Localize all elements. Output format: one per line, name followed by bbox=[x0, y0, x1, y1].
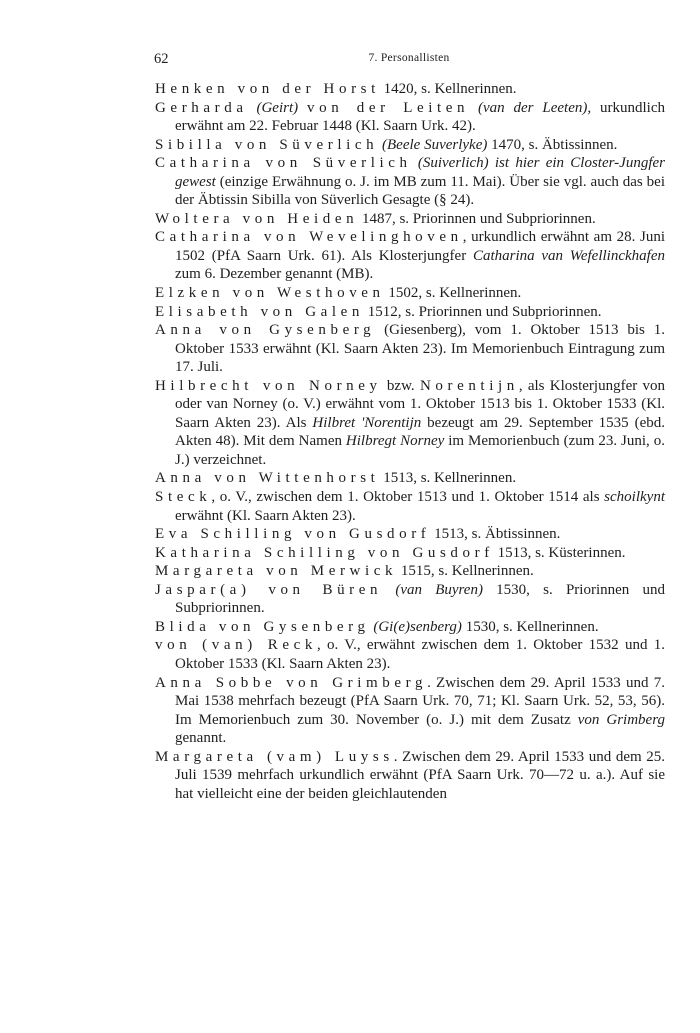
person-name: Anna von Wittenhorst bbox=[155, 470, 380, 487]
italic-text: (Gi(e)senberg) bbox=[373, 618, 462, 635]
entry-text bbox=[469, 100, 478, 116]
entry-list bbox=[155, 80, 665, 803]
person-entry bbox=[155, 377, 665, 470]
person-entry bbox=[155, 228, 665, 284]
italic-text: (Geirt) bbox=[256, 99, 299, 116]
page-number: 62 bbox=[154, 51, 169, 67]
italic-text: Hilbregt Norney bbox=[345, 433, 445, 450]
person-entry bbox=[155, 562, 665, 581]
entry-text: , o. V., zwischen dem 1. Oktober 1513 und 1. Oktober 1514 als bbox=[211, 489, 605, 506]
person-name: Catharina von Wevelinghoven bbox=[155, 229, 463, 246]
person-entry bbox=[155, 80, 665, 99]
entry-text: 1487, s. Priorinnen und Subpriorinnen. bbox=[358, 210, 596, 227]
entry-text: 1470, s. Äbtissinnen. bbox=[487, 136, 618, 153]
entry-text: 1530, s. Priorinnen und Subpriorinnen. bbox=[175, 581, 665, 617]
person-name: Sibilla von Süverlich bbox=[155, 136, 379, 153]
person-name: Catharina von Süverlich bbox=[155, 155, 412, 172]
person-entry bbox=[155, 210, 665, 229]
italic-text: Catharina van Wefellinckhafen bbox=[472, 247, 665, 264]
person-name: Eva Schilling von Gusdorf bbox=[155, 526, 431, 543]
italic-text: (Beele Suverlyke) bbox=[382, 136, 488, 153]
entry-text: 1502, s. Kellnerinnen. bbox=[384, 285, 522, 302]
person-entry bbox=[155, 636, 665, 673]
person-name: Katharina Schilling von Gusdorf bbox=[155, 544, 494, 561]
person-entry bbox=[155, 303, 665, 322]
person-entry bbox=[155, 469, 665, 488]
entry-text: . Zwischen dem 29. April 1533 und 7. Mai 1538 mehrfach bezeugt (PfA Saarn Urk. 70, 71; Kl. Saarn Urk. 52, 53, 56). Im Memorienbuch zum 30. November (o. J.) mit dem Zusatz bbox=[175, 674, 665, 728]
person-entry bbox=[155, 154, 665, 210]
entry-text: , als Klosterjungfer von oder van Norney (o. V.) erwähnt vom 1. Oktober 1513 bis 1. Oktober 1533 (Kl. Saarn Akten 23). Als bbox=[175, 377, 665, 431]
person-name: Margareta (vam) Luyss bbox=[155, 748, 394, 765]
entry-text: 1515, s. Kellnerinnen. bbox=[397, 563, 534, 580]
person-name: Elzken von Westhoven bbox=[155, 285, 385, 302]
entry-text: urkundlich erwähnt am 22. Februar 1448 (Kl. Saarn Urk. 42). bbox=[175, 99, 665, 135]
person-name: Steck bbox=[155, 489, 212, 506]
person-name: Norentijn bbox=[419, 377, 519, 394]
person-name: Blida von Gysenberg bbox=[155, 618, 370, 635]
italic-text: (Suiverlich) ist hier ein Closter-Jungfer gewest bbox=[175, 155, 665, 190]
entry-text: , urkundlich erwähnt am 28. Juni 1502 (PfA Saarn Urk. 61). Als Klosterjungfer bbox=[175, 229, 665, 264]
person-entry bbox=[155, 136, 665, 155]
italic-text: (van Buyren) bbox=[395, 581, 483, 598]
entry-text: im Memorienbuch (zum 23. Juni, o. J.) verzeichnet. bbox=[175, 433, 665, 468]
entry-text: 1513, s. Kellnerinnen. bbox=[379, 470, 517, 487]
chapter-title: 7. Personallisten bbox=[368, 52, 450, 64]
person-entry bbox=[155, 525, 665, 544]
italic-text: Hilbret 'Norentijn bbox=[312, 414, 422, 431]
entry-text: 1512, s. Priorinnen und Subpriorinnen. bbox=[364, 303, 602, 320]
person-name: Anna von Gysenberg bbox=[155, 322, 376, 339]
entry-text: 1530, s. Kellnerinnen. bbox=[461, 618, 599, 635]
person-name: Jaspar(a) von Büren bbox=[155, 581, 383, 598]
italic-text: (van der Leeten), bbox=[478, 99, 592, 116]
entry-text bbox=[298, 100, 307, 116]
person-entry bbox=[155, 99, 665, 136]
person-name: Gerharda bbox=[155, 99, 248, 116]
person-name: Woltera von Heiden bbox=[155, 210, 359, 227]
entry-text bbox=[382, 582, 395, 598]
italic-text: von Grimberg bbox=[577, 711, 665, 728]
person-entry bbox=[155, 674, 665, 748]
entry-text: genannt. bbox=[175, 730, 227, 747]
entry-text: (einzige Erwähnung o. J. im MB zum 11. Mai). Über sie vgl. auch das bei der Äbtissin Sibilla von Süverlich Gesagte (§ 24). bbox=[175, 173, 665, 209]
entry-text: 1420, s. Kellnerinnen. bbox=[379, 81, 517, 97]
person-entry bbox=[155, 544, 665, 563]
person-name: Elisabeth von Galen bbox=[155, 303, 365, 320]
person-entry bbox=[155, 284, 665, 303]
person-entry bbox=[155, 321, 665, 377]
person-name: von der Leiten bbox=[307, 99, 470, 116]
person-entry bbox=[155, 748, 665, 804]
person-name: Henken von der Horst bbox=[155, 81, 380, 97]
entry-text: bezeugt am 29. September 1535 (ebd. Akten 48). Mit dem Namen bbox=[175, 414, 665, 450]
entry-text: 1513, s. Küsterinnen. bbox=[493, 544, 626, 561]
person-entry bbox=[155, 581, 665, 618]
entry-text: (Giesenberg), vom 1. Oktober 1513 bis 1. Oktober 1533 erwähnt (Kl. Saarn Akten 23). Im Memorienbuch Eintragung zum 17. Juli. bbox=[175, 322, 666, 376]
italic-text: schoilkynt bbox=[604, 489, 665, 506]
person-name: Hilbrecht von Norney bbox=[155, 377, 382, 394]
entry-text: , o. V., erwähnt zwischen dem 1. Oktober 1532 und 1. Oktober 1533 (Kl. Saarn Akten 23). bbox=[175, 637, 665, 672]
person-name: Margareta von Merwick bbox=[155, 563, 398, 580]
person-entry bbox=[155, 618, 665, 637]
entry-text: zum 6. Dezember genannt (MB). bbox=[175, 266, 374, 283]
running-header bbox=[154, 51, 664, 71]
person-name: von (van) Reck bbox=[155, 637, 317, 654]
entry-text: erwähnt (Kl. Saarn Akten 23). bbox=[175, 507, 356, 524]
entry-text: . Zwischen dem 29. April 1533 und dem 25. Juli 1539 mehrfach urkundlich erwähnt (PfA Saarn Urk. 70—72 u. a.). Auf sie hat vielleicht eine der beiden gleichlautenden bbox=[175, 748, 665, 802]
person-entry bbox=[155, 488, 665, 525]
entry-text: bzw. bbox=[381, 377, 420, 394]
person-name: Anna Sobbe von Grimberg bbox=[155, 674, 428, 691]
entry-text: 1513, s. Äbtissinnen. bbox=[430, 526, 561, 543]
